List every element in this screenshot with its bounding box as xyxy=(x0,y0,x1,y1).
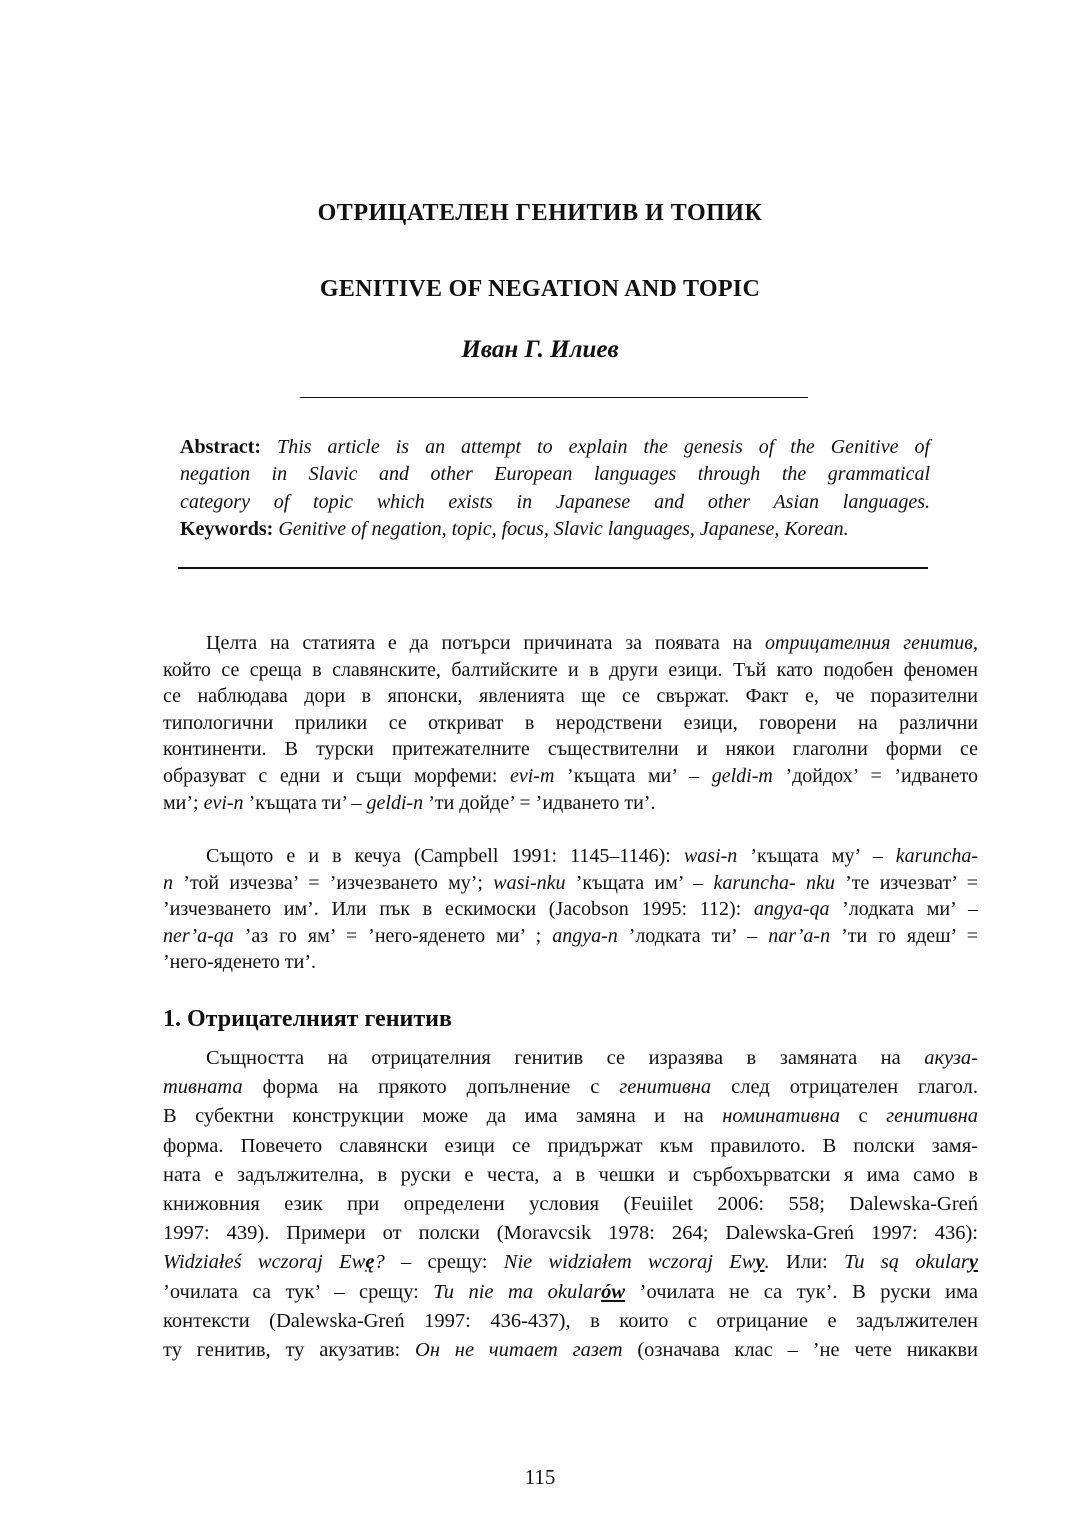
emphasized-text: geldi-n xyxy=(366,791,424,814)
page-number: 115 xyxy=(524,1465,556,1489)
text-run: форма на прякото допълнение с xyxy=(242,1076,620,1099)
emphasized-text: ? xyxy=(374,1251,385,1274)
text-run: с xyxy=(840,1105,887,1128)
emphasized-text: wasi-n xyxy=(683,845,738,867)
text-run: типологични прилики се откриват в неродствени езици, говорени на различни xyxy=(163,711,978,734)
text-run: ’ти го ядеш’ = xyxy=(830,924,979,947)
text-line xyxy=(163,736,978,763)
text-run: ’къщата му’ – xyxy=(737,845,896,867)
emphasized-text: wasi-nku xyxy=(493,871,566,894)
text-line xyxy=(163,1219,978,1248)
text-line xyxy=(180,434,930,461)
text-line xyxy=(163,1307,978,1336)
text-run: книжовния език при определени условия (Feuiilet 2006: 558; Dalewska-Greń xyxy=(163,1193,978,1216)
emphasized-text: отрицателния генитив xyxy=(765,632,973,654)
text-run: ’къщата ми’ – xyxy=(554,764,712,787)
text-line xyxy=(163,949,978,976)
text-line xyxy=(180,516,930,543)
emphasized-text: . xyxy=(764,1251,770,1274)
emphasized-text: акуза- xyxy=(924,1047,978,1069)
text-line xyxy=(163,763,978,790)
text-run: Целта на статията е да потърси причината за появата на xyxy=(206,632,765,654)
emphasized-text: geldi-m xyxy=(711,764,773,787)
emphasized-text: karuncha- xyxy=(895,845,978,867)
text-run: , xyxy=(973,632,978,654)
text-run: ’лодката ми’ – xyxy=(829,898,978,921)
text-line xyxy=(163,923,978,950)
emphasized-text: karuncha- nku xyxy=(713,871,835,894)
text-run: ми’; xyxy=(163,791,204,814)
text-line xyxy=(163,1132,978,1161)
text-run: ’те изчезват’ = xyxy=(834,871,979,894)
text-line xyxy=(163,710,978,737)
emphasized-text: генитивна xyxy=(619,1076,712,1099)
text-line xyxy=(163,1161,978,1190)
text-line xyxy=(163,657,978,684)
emphasized-text: y xyxy=(968,1251,978,1274)
title-bulgarian: ОТРИЦАТЕЛЕН ГЕНИТИВ И ТОПИК xyxy=(317,200,763,226)
text-run: ту генитив, ту акузатив: xyxy=(163,1339,416,1362)
text-run: ’аз го ям’ = ’него-яденето ми’ ; xyxy=(233,924,553,947)
emphasized-text: тивната xyxy=(163,1076,243,1099)
text-line xyxy=(180,489,930,516)
paragraph-intro xyxy=(163,630,978,816)
text-run: Или: xyxy=(769,1251,844,1274)
text-line xyxy=(163,1073,978,1102)
emphasized-text: Genitive of negation, topic, focus, Slavic languages, Japanese, Korean. xyxy=(273,517,849,540)
text-line xyxy=(163,630,978,657)
text-line xyxy=(163,896,978,923)
emphasized-text: номинативна xyxy=(722,1105,840,1128)
emphasized-text: Abstract: xyxy=(180,436,262,458)
emphasized-text: Keywords: xyxy=(180,517,274,540)
emphasized-text: ę xyxy=(365,1251,375,1274)
text-line xyxy=(163,1190,978,1219)
text-run: ’лодката ти’ – xyxy=(617,924,769,947)
emphasized-text: category of topic which exists in Japanese and other Asian languages. xyxy=(180,490,930,513)
emphasized-text: evi-n xyxy=(203,791,244,814)
author-name: Иван Г. Илиев xyxy=(461,336,619,363)
emphasized-text: negation in Slavic and other European languages through the grammatical xyxy=(180,463,930,486)
abstract-divider xyxy=(178,567,928,569)
text-run: ’дойдох’ = ’идването xyxy=(772,764,979,787)
text-line xyxy=(163,790,978,817)
emphasized-text: angya-n xyxy=(552,924,618,947)
text-run: форма. Повечето славянски езици се придържат към правилото. В полски замя- xyxy=(163,1134,978,1157)
text-run: ната е задължителна, в руски е честа, а в чешки и сърбохърватски я има само в xyxy=(163,1163,978,1186)
paragraph-section-1 xyxy=(163,1044,978,1365)
text-run: който се среща в славянските, балтийските и в други езици. Тъй като подобен феномен xyxy=(163,658,978,681)
abstract-block xyxy=(180,434,930,543)
text-line xyxy=(163,1248,978,1277)
emphasized-text: n xyxy=(163,871,173,894)
text-line xyxy=(163,1102,978,1131)
text-line xyxy=(163,1336,978,1365)
text-line xyxy=(180,461,930,488)
text-line xyxy=(163,843,978,870)
text-run: ’той изчезва’ = ’изчезването му’; xyxy=(173,871,494,894)
text-run: се наблюдава дори в японски, явленията ще се свържат. Факт е, че поразителни xyxy=(163,685,978,708)
text-run: – срещу: xyxy=(384,1251,504,1274)
emphasized-text: Tu są okular xyxy=(844,1251,969,1274)
emphasized-text: ów xyxy=(601,1280,626,1303)
title-divider xyxy=(300,397,808,398)
emphasized-text: nar’a-n xyxy=(768,924,831,947)
emphasized-text: evi-m xyxy=(510,764,555,787)
text-run: ’очилата са тук’ – срещу: xyxy=(163,1280,434,1303)
emphasized-text: Nie widziałem wczoraj Ew xyxy=(503,1251,756,1274)
text-run: образуват с едни и същи морфеми: xyxy=(163,764,510,787)
text-run: (означава клас – ’не чете никакви xyxy=(622,1339,979,1362)
text-run: ’изчезването им’. Или пък в ескимоски (Jacobson 1995: 112): xyxy=(163,898,754,921)
emphasized-text: Widziałeś wczoraj Ew xyxy=(163,1251,366,1274)
text-run: Същността на отрицателния генитив се изразява в замяната на xyxy=(206,1047,925,1069)
text-run: В субектни конструкции може да има замяна и на xyxy=(163,1105,723,1128)
paragraph-examples xyxy=(163,843,978,976)
emphasized-text: This article is an attempt to explain the genesis of the Genitive of xyxy=(261,436,930,458)
emphasized-text: генитивна xyxy=(886,1105,978,1128)
emphasized-text: Он не читает газет xyxy=(415,1339,623,1362)
text-line xyxy=(163,1044,978,1073)
text-run: ’ти дойде’ = ’идването ти’. xyxy=(423,791,656,814)
text-run: 1997: 439). Примери от полски (Moravcsik 1978: 264; Dalewska-Greń 1997: 436): xyxy=(163,1222,978,1245)
text-run: ’къщата им’ – xyxy=(565,871,714,894)
text-run: контексти (Dalewska-Greń 1997: 436-437), в които с отрицание е задължителен xyxy=(163,1309,978,1332)
emphasized-text: y xyxy=(755,1251,765,1274)
emphasized-text: ner’a-qa xyxy=(163,924,234,947)
text-run: континенти. В турски притежателните съществителни и някои глаголни форми се xyxy=(163,738,978,761)
text-run: ’очилата не са тук’. В руски има xyxy=(625,1280,978,1303)
text-run: след отрицателен глагол. xyxy=(711,1076,978,1099)
emphasized-text: angya-qa xyxy=(753,898,830,921)
emphasized-text: Tu nie ma okular xyxy=(433,1280,602,1303)
text-line xyxy=(163,870,978,897)
text-run: Същото е и в кечуа (Campbell 1991: 1145–1146): xyxy=(206,845,684,867)
section-heading: 1. Отрицателният генитив xyxy=(163,1006,452,1032)
text-line xyxy=(163,1278,978,1307)
text-run: ’къщата ти’ – xyxy=(243,791,367,814)
text-run: ’него-яденето ти’. xyxy=(163,951,317,974)
text-line xyxy=(163,683,978,710)
title-english: GENITIVE OF NEGATION AND TOPIC xyxy=(319,276,761,302)
